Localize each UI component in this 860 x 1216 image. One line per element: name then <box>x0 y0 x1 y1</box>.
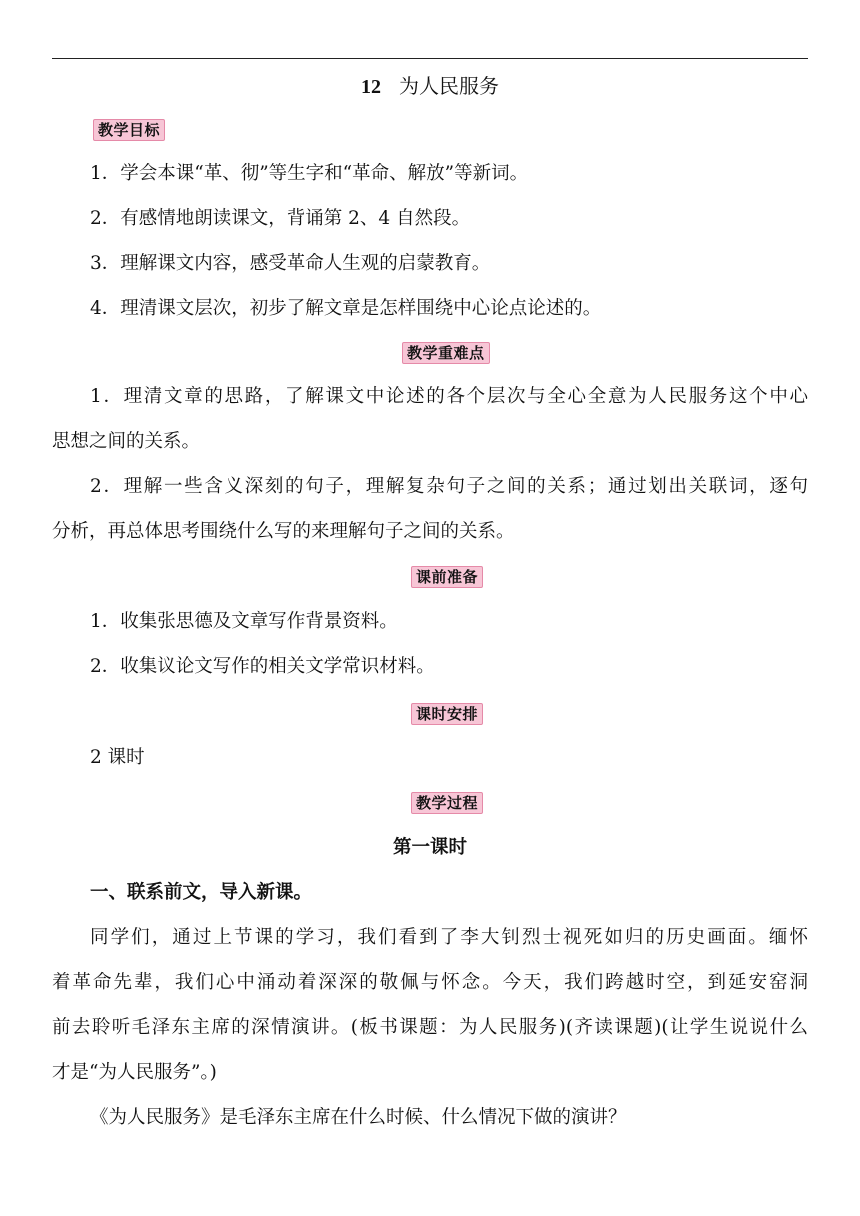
paragraph-line: 同学们，通过上节课的学习，我们看到了李大钊烈士视死如归的历史画面。缅怀 <box>90 927 808 948</box>
lesson-number: 12 <box>361 76 381 98</box>
paragraph-line: 前去聆听毛泽东主席的深情演讲。(板书课题：为人民服务)(齐读课题)(让学生说说什么 <box>52 1017 808 1038</box>
section-tag-preparation: 课前准备 <box>411 566 483 588</box>
header-rule <box>52 58 808 59</box>
lesson-title <box>0 70 860 99</box>
section-tag-schedule: 课时安排 <box>411 703 483 725</box>
preparation-item: 1．收集张思德及文章写作背景资料。 <box>90 611 398 632</box>
section-tag-goals: 教学目标 <box>93 119 165 141</box>
lesson-title-text: 为人民服务 <box>399 74 499 98</box>
subheading-first-lesson: 第一课时 <box>392 837 467 858</box>
goal-item: 1．学会本课“革、彻”等生字和“革命、解放”等新词。 <box>90 163 529 184</box>
section-tag-process: 教学过程 <box>411 792 483 814</box>
paragraph-line: 着革命先辈，我们心中涌动着深深的敬佩与怀念。今天，我们跨越时空，到延安窑洞 <box>52 972 808 993</box>
goal-item: 3．理解课文内容，感受革命人生观的启蒙教育。 <box>90 253 491 274</box>
section-heading: 一、联系前文，导入新课。 <box>90 882 313 903</box>
goal-item: 2．有感情地朗读课文，背诵第 2、4 自然段。 <box>90 208 471 229</box>
key-point-line: 分析，再总体思考围绕什么写的来理解句子之间的关系。 <box>52 521 515 542</box>
schedule-text: 2 课时 <box>90 747 145 768</box>
question-text: 《为人民服务》是毛泽东主席在什么时候、什么情况下做的演讲？ <box>90 1107 627 1128</box>
section-tag-key-points: 教学重难点 <box>402 342 490 364</box>
key-point-line: 1．理清文章的思路，了解课文中论述的各个层次与全心全意为人民服务这个中心 <box>90 386 808 407</box>
key-point-line: 2．理解一些含义深刻的句子，理解复杂句子之间的关系；通过划出关联词，逐句 <box>90 476 808 497</box>
paragraph-line: 才是“为人民服务”。) <box>52 1062 217 1083</box>
goal-item: 4．理清课文层次，初步了解文章是怎样围绕中心论点论述的。 <box>90 298 602 319</box>
key-point-line: 思想之间的关系。 <box>52 431 201 452</box>
preparation-item: 2．收集议论文写作的相关文学常识材料。 <box>90 656 435 677</box>
